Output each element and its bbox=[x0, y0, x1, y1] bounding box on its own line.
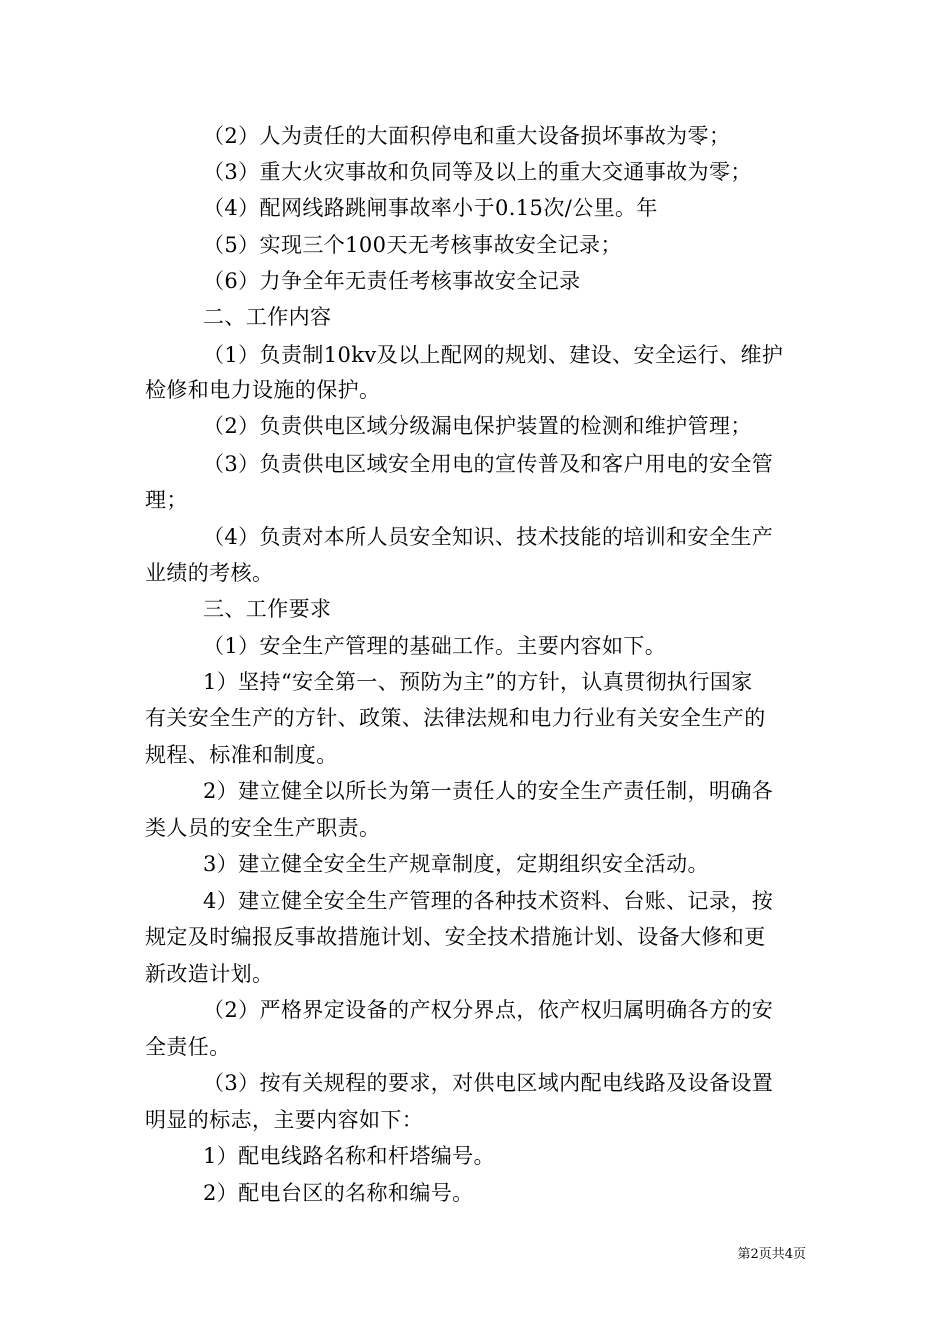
text-line: 规定及时编报反事故措施计划、安全技术措施计划、设备大修和更 bbox=[145, 925, 766, 949]
text-line: 规程、标准和制度。 bbox=[145, 743, 338, 767]
text-line: 业绩的考核。 bbox=[145, 561, 274, 585]
text-line: 1）坚持“安全第一、预防为主”的方针，认真贯彻执行国家 bbox=[203, 670, 753, 694]
text-line: （1）安全生产管理的基础工作。主要内容如下。 bbox=[203, 634, 667, 658]
text-line: 有关安全生产的方针、政策、法律法规和电力行业有关安全生产的 bbox=[145, 706, 766, 730]
text-line: （3）重大火灾事故和负同等及以上的重大交通事故为零； bbox=[203, 160, 752, 184]
text-line: 3）建立健全安全生产规章制度，定期组织安全活动。 bbox=[203, 852, 709, 876]
text-line: 理； bbox=[145, 488, 188, 512]
text-line: （4）负责对本所人员安全知识、技术技能的培训和安全生产 bbox=[203, 525, 774, 549]
text-line: （1）负责制10kv及以上配网的规划、建设、安全运行、维护 bbox=[203, 343, 784, 367]
text-line: （2）负责供电区域分级漏电保护装置的检测和维护管理； bbox=[203, 414, 752, 438]
text-line: 明显的标志，主要内容如下： bbox=[145, 1108, 424, 1132]
text-line: 全责任。 bbox=[145, 1035, 231, 1059]
text-line: （6）力争全年无责任考核事故安全记录 bbox=[203, 269, 581, 293]
text-line: 新改造计划。 bbox=[145, 962, 274, 986]
text-line: 4）建立健全安全生产管理的各种技术资料、台账、记录，按 bbox=[203, 889, 774, 913]
text-line: （4）配网线路跳闸事故率小于0.15次/公里。年 bbox=[203, 196, 658, 220]
section-heading: 三、工作要求 bbox=[203, 597, 332, 621]
page-number: 第2页共4页 bbox=[737, 1247, 806, 1262]
text-line: （2）严格界定设备的产权分界点，依产权归属明确各方的安 bbox=[203, 998, 774, 1022]
text-line: 2）配电台区的名称和编号。 bbox=[203, 1181, 474, 1205]
text-line: （3）负责供电区域安全用电的宣传普及和客户用电的安全管 bbox=[203, 452, 774, 476]
text-line: 2）建立健全以所长为第一责任人的安全生产责任制，明确各 bbox=[203, 779, 774, 803]
text-line: （2）人为责任的大面积停电和重大设备损坏事故为零； bbox=[203, 124, 731, 148]
text-line: 检修和电力设施的保护。 bbox=[145, 378, 381, 402]
text-line: （5）实现三个100天无考核事故安全记录； bbox=[203, 233, 622, 257]
section-heading: 二、工作内容 bbox=[203, 305, 332, 329]
text-line: 1）配电线路名称和杆塔编号。 bbox=[203, 1144, 495, 1168]
text-line: 类人员的安全生产职责。 bbox=[145, 816, 381, 840]
text-line: （3）按有关规程的要求，对供电区域内配电线路及设备设置 bbox=[203, 1071, 774, 1095]
